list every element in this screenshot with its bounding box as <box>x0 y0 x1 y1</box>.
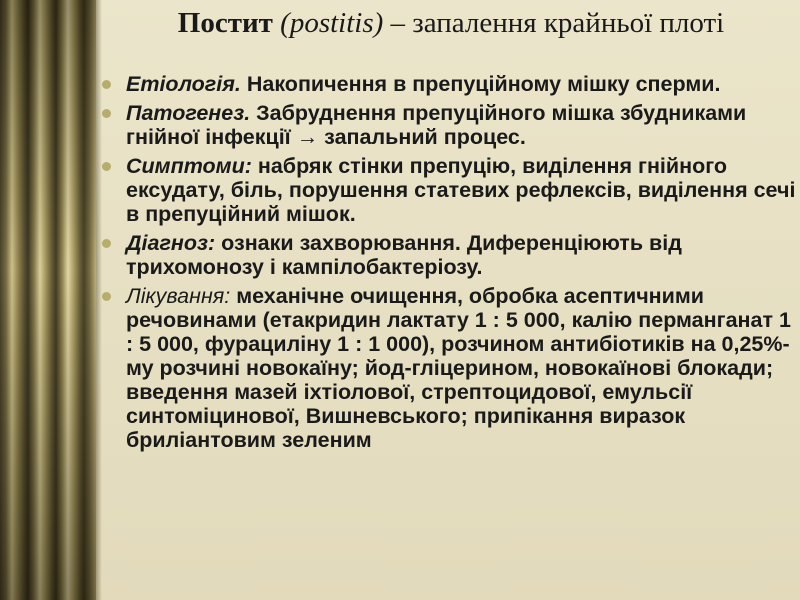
list-item-diagnosis <box>96 231 796 279</box>
curtain-shade <box>0 0 96 600</box>
item-text: механічне очищення, обробка асептичними речовинами (етакридин лактату 1 : 5 000, калію перманганат 1 : 5 000, фурациліну 1 : 1 000), розчином антибіотиків на 0,25%-му розчині новокаїну; йод-гліцерином, новокаїнові блокади; введення мазей іхтіолової, стрептоцидової, емульсії синтоміцинової, Вишневського; припікання виразок бриліантовим зеленим <box>126 284 791 452</box>
item-lead: Симптоми: <box>126 154 252 178</box>
title-latin: (postitis) <box>272 7 384 39</box>
slide-title <box>106 6 796 40</box>
list-item-pathogenesis <box>96 101 796 149</box>
item-lead: Діагноз: <box>126 231 216 255</box>
item-text: набряк стінки препуцію, виділення гнійного ексудату, біль, порушення статевих рефлексів, виділення сечі в препуційний мішок. <box>126 154 796 226</box>
item-lead: Лікування: <box>126 284 231 308</box>
list-item-symptoms <box>96 154 796 226</box>
slide-content <box>96 72 796 457</box>
bullet-list <box>96 72 796 452</box>
title-rest: – запалення крайньої плоті <box>383 7 725 39</box>
bullet-dot-icon <box>102 162 111 171</box>
list-item-etiology <box>96 72 796 96</box>
list-item-treatment <box>96 284 796 452</box>
item-text: ознаки захворювання. Диференціюють від трихомонозу і кампілобактеріозу. <box>126 231 682 279</box>
bullet-dot-icon <box>102 239 111 248</box>
bullet-dot-icon <box>102 80 111 89</box>
bullet-dot-icon <box>102 109 111 118</box>
bullet-dot-icon <box>102 292 111 301</box>
item-text: Забруднення препуційного мішка збудниками гнійної інфекції → запальний процес. <box>126 101 747 149</box>
item-lead: Патогенез. <box>126 101 251 125</box>
item-text: Накопичення в препуційному мішку сперми. <box>240 72 721 96</box>
item-lead: Етіологія. <box>126 72 241 96</box>
title-main: Постит <box>177 7 273 39</box>
